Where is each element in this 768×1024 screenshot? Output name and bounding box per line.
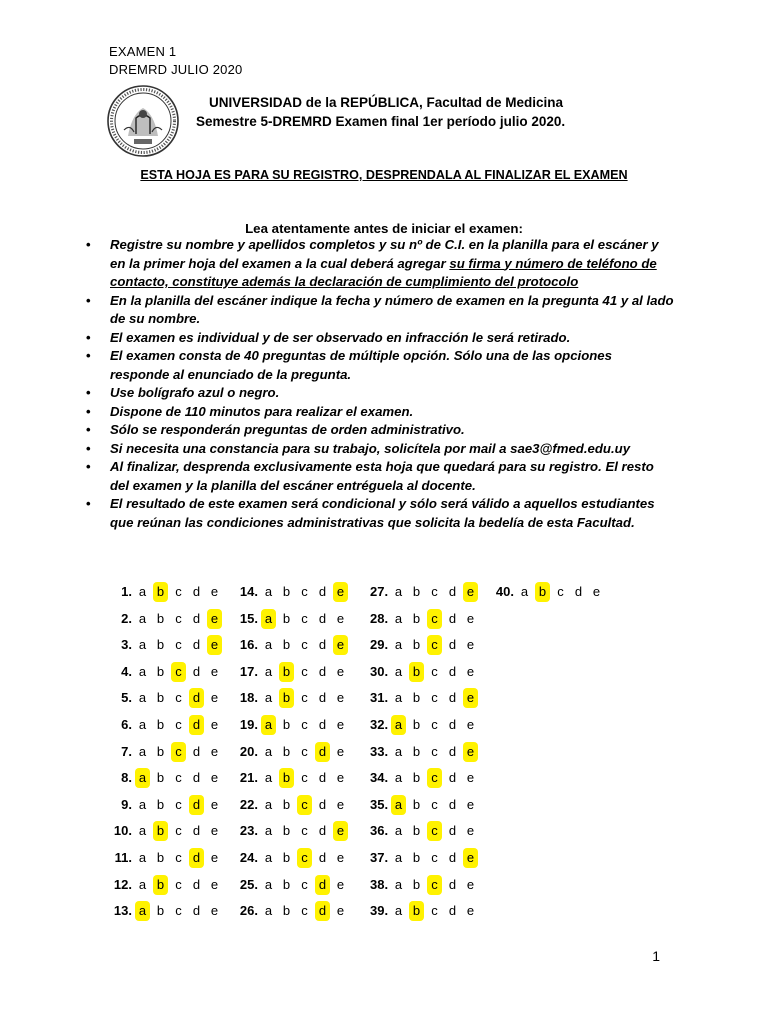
notice-heading: ESTA HOJA ES PARA SU REGISTRO, DESPRENDALA AL FINALIZAR EL EXAMEN xyxy=(140,168,628,182)
answer-option: c xyxy=(301,610,308,626)
instructions-title: Lea atentamente antes de iniciar el examen: xyxy=(245,221,523,236)
question-number: 22. xyxy=(239,796,258,812)
answer-option: a xyxy=(264,663,273,679)
question-number: 6. xyxy=(121,717,132,732)
answer-option: a xyxy=(394,850,403,865)
answer-option: a xyxy=(138,584,147,599)
answer-option-selected: c xyxy=(297,795,312,815)
answer-option-selected: b xyxy=(535,582,550,602)
answer-item xyxy=(238,662,348,682)
answer-item xyxy=(370,662,478,682)
answer-option: e xyxy=(210,876,219,892)
answer-item xyxy=(370,901,478,921)
answer-option: d xyxy=(318,770,327,786)
answer-option: b xyxy=(412,610,421,626)
answer-option: b xyxy=(156,743,165,759)
answer-option: b xyxy=(282,743,291,759)
answer-option: e xyxy=(210,823,219,839)
answer-option: e xyxy=(336,663,345,679)
answer-item xyxy=(108,768,222,788)
question-number: 21. xyxy=(239,770,258,786)
answer-option: b xyxy=(282,903,291,919)
page-number: 1 xyxy=(652,948,660,964)
answer-option: d xyxy=(318,637,327,653)
answer-option: d xyxy=(318,610,327,626)
answer-item xyxy=(494,582,604,602)
answer-option-selected: c xyxy=(427,609,442,629)
answer-option: d xyxy=(192,770,201,786)
answer-option: c xyxy=(301,637,308,653)
answer-option: d xyxy=(448,823,457,839)
answer-option: d xyxy=(448,690,457,706)
answer-option-selected: e xyxy=(207,635,222,655)
question-number: 19. xyxy=(239,717,258,732)
answer-option: a xyxy=(264,876,273,892)
answer-item xyxy=(108,609,222,629)
answer-option: a xyxy=(138,690,147,706)
answer-option: e xyxy=(466,637,475,653)
answer-option: d xyxy=(192,637,201,653)
answer-option: d xyxy=(448,796,457,812)
question-number: 11. xyxy=(114,850,132,865)
answer-option: a xyxy=(138,610,147,626)
answer-option: e xyxy=(466,903,475,919)
question-number: 32. xyxy=(370,717,389,732)
answer-item xyxy=(370,795,478,815)
question-number: 27. xyxy=(370,584,389,599)
answer-option: d xyxy=(192,743,201,759)
answer-option: c xyxy=(431,796,438,812)
answer-option-selected: c xyxy=(427,821,442,841)
answer-option: b xyxy=(412,637,421,653)
answer-item xyxy=(238,901,348,921)
answer-option-selected: b xyxy=(153,582,168,602)
answer-option: c xyxy=(301,823,308,839)
answer-option: e xyxy=(336,796,345,812)
answer-option-selected: a xyxy=(391,715,406,735)
answer-option: e xyxy=(210,717,219,732)
answer-item xyxy=(108,662,222,682)
answer-option: b xyxy=(412,796,421,812)
answer-option: b xyxy=(412,690,421,706)
answer-item xyxy=(238,688,348,708)
answer-option-selected: b xyxy=(153,875,168,895)
answer-option-selected: c xyxy=(171,662,186,682)
instruction-item: • Al finalizar, desprenda exclusivamente esta hoja que quedará para su registro. El resto del examen y la planilla del escáner entréguela al docente. xyxy=(84,458,674,495)
answer-item xyxy=(238,742,348,762)
answer-option-selected: d xyxy=(315,875,330,895)
answer-option: a xyxy=(138,663,147,679)
university-title: UNIVERSIDAD de la REPÚBLICA, Facultad de Medicina xyxy=(209,95,564,110)
answer-option: d xyxy=(318,823,327,839)
answer-option: c xyxy=(431,663,438,679)
answer-item xyxy=(238,609,348,629)
answer-option-selected: c xyxy=(171,742,186,762)
answer-option: d xyxy=(448,743,457,759)
answer-item xyxy=(370,742,478,762)
answer-item xyxy=(238,848,348,868)
answer-option: a xyxy=(138,823,147,839)
answer-option: e xyxy=(466,796,475,812)
answer-option-selected: b xyxy=(153,821,168,841)
answer-item xyxy=(108,821,222,841)
answer-option: e xyxy=(336,770,345,786)
answer-option-selected: d xyxy=(189,715,204,735)
answer-option-selected: c xyxy=(427,875,442,895)
answer-option: b xyxy=(156,690,165,706)
question-number: 34. xyxy=(370,770,389,786)
answer-option: a xyxy=(264,743,273,759)
answer-option: c xyxy=(431,903,438,919)
answer-option: c xyxy=(175,796,182,812)
answer-option-selected: a xyxy=(391,795,406,815)
answer-item xyxy=(370,635,478,655)
answer-option-selected: d xyxy=(189,688,204,708)
answer-option: a xyxy=(138,850,147,865)
answer-item xyxy=(370,582,478,602)
answer-option: e xyxy=(210,743,219,759)
answer-option-selected: e xyxy=(463,742,478,762)
answer-option-selected: a xyxy=(135,901,150,921)
question-number: 31. xyxy=(370,690,389,706)
answer-option: b xyxy=(156,663,165,679)
answer-option: d xyxy=(448,876,457,892)
answer-option: e xyxy=(210,584,219,599)
answer-option: b xyxy=(412,876,421,892)
question-number: 1. xyxy=(121,584,132,599)
question-number: 26. xyxy=(239,903,258,919)
answer-option: b xyxy=(282,717,291,732)
answer-option: b xyxy=(282,796,291,812)
answer-option: d xyxy=(192,610,201,626)
question-number: 14. xyxy=(239,584,258,599)
answer-option: e xyxy=(336,690,345,706)
answer-option: c xyxy=(301,717,308,732)
answer-item xyxy=(108,635,222,655)
answer-option: a xyxy=(394,584,403,599)
answer-option: e xyxy=(336,610,345,626)
answer-option: d xyxy=(448,663,457,679)
answer-item xyxy=(370,768,478,788)
answer-item xyxy=(370,821,478,841)
question-number: 36. xyxy=(370,823,389,839)
question-number: 24. xyxy=(239,850,258,865)
answer-option: d xyxy=(318,850,327,865)
answer-option: d xyxy=(448,850,457,865)
answer-option-selected: b xyxy=(279,768,294,788)
answer-option: c xyxy=(431,690,438,706)
answer-option: a xyxy=(394,876,403,892)
answer-option: c xyxy=(301,903,308,919)
question-number: 29. xyxy=(370,637,389,653)
answer-option: a xyxy=(138,637,147,653)
answer-option: b xyxy=(156,850,165,865)
exam-label: EXAMEN 1 xyxy=(109,44,177,59)
instruction-item: • Registre su nombre y apellidos completos y su nº de C.I. en la planilla para el escáner y en la primer hoja del examen a la cual deberá agregar su firma y número de teléfono de contacto, constituye además la declaración de cumplimiento del protocolo xyxy=(84,236,674,292)
answer-option: c xyxy=(431,717,438,732)
answer-option: b xyxy=(282,610,291,626)
answer-option: b xyxy=(156,717,165,732)
answer-option: a xyxy=(264,584,273,599)
instruction-item: • El resultado de este examen será condicional y sólo será válido a aquellos estudiantes que reúnan las condiciones administrativas que solicita la bedelía de esta Facultad. xyxy=(84,495,674,532)
answer-option: b xyxy=(156,796,165,812)
answer-option: d xyxy=(448,610,457,626)
answer-option: e xyxy=(210,770,219,786)
answer-option: c xyxy=(175,717,182,732)
question-number: 5. xyxy=(121,690,132,706)
question-number: 20. xyxy=(239,743,258,759)
answer-item xyxy=(238,821,348,841)
answer-option: a xyxy=(394,823,403,839)
instructions-list xyxy=(84,236,674,532)
answer-option: e xyxy=(466,876,475,892)
answer-option: a xyxy=(264,903,273,919)
answer-option: b xyxy=(412,823,421,839)
answer-item xyxy=(238,635,348,655)
answer-option-selected: e xyxy=(463,688,478,708)
answer-option: c xyxy=(175,903,182,919)
answer-option: c xyxy=(301,876,308,892)
answer-option: b xyxy=(412,770,421,786)
answer-option: c xyxy=(301,663,308,679)
question-number: 23. xyxy=(239,823,258,839)
answer-option: b xyxy=(282,823,291,839)
answer-option: c xyxy=(175,850,182,865)
answer-option: b xyxy=(412,584,421,599)
answer-option: b xyxy=(282,637,291,653)
answer-option: b xyxy=(412,717,421,732)
answer-option: d xyxy=(318,663,327,679)
answer-item xyxy=(108,901,222,921)
answer-item xyxy=(108,688,222,708)
answer-option-selected: c xyxy=(427,768,442,788)
answer-option-selected: c xyxy=(427,635,442,655)
answer-option: d xyxy=(192,823,201,839)
answer-item xyxy=(108,848,222,868)
answer-option: d xyxy=(192,903,201,919)
answer-option: c xyxy=(175,770,182,786)
answer-option-selected: c xyxy=(297,848,312,868)
question-number: 25. xyxy=(239,876,258,892)
answer-option: e xyxy=(466,717,475,732)
answer-option: a xyxy=(520,584,529,599)
answer-option: d xyxy=(318,690,327,706)
answer-option: c xyxy=(301,584,308,599)
question-number: 13. xyxy=(113,903,132,919)
question-number: 38. xyxy=(370,876,389,892)
answer-option: a xyxy=(264,637,273,653)
exam-session: DREMRD JULIO 2020 xyxy=(109,62,243,77)
question-number: 28. xyxy=(370,610,389,626)
answer-option: a xyxy=(138,796,147,812)
answer-option: a xyxy=(264,770,273,786)
question-number: 10. xyxy=(113,823,132,839)
answer-option: a xyxy=(138,743,147,759)
answer-option: c xyxy=(175,584,182,599)
answer-option: c xyxy=(301,743,308,759)
answer-item xyxy=(238,715,348,735)
answer-option-selected: a xyxy=(261,715,276,735)
answer-option-selected: a xyxy=(135,768,150,788)
answer-option-selected: b xyxy=(409,662,424,682)
answer-item xyxy=(370,688,478,708)
answer-option: a xyxy=(394,743,403,759)
answer-item xyxy=(108,742,222,762)
answer-option: e xyxy=(466,770,475,786)
answer-option: e xyxy=(336,876,345,892)
answer-item xyxy=(238,875,348,895)
answer-option: e xyxy=(210,796,219,812)
answer-option: e xyxy=(210,690,219,706)
answer-option: e xyxy=(466,610,475,626)
answer-option: c xyxy=(175,610,182,626)
question-number: 33. xyxy=(370,743,389,759)
answer-option: b xyxy=(412,850,421,865)
answer-option: e xyxy=(210,850,219,865)
question-number: 16. xyxy=(239,637,258,653)
answer-item xyxy=(108,715,222,735)
answer-option: e xyxy=(336,717,345,732)
answer-option: d xyxy=(318,796,327,812)
answer-option: e xyxy=(336,743,345,759)
answer-item xyxy=(108,582,222,602)
answer-option-selected: e xyxy=(463,582,478,602)
answer-option: e xyxy=(210,903,219,919)
question-number: 35. xyxy=(370,796,389,812)
answer-option-selected: a xyxy=(261,609,276,629)
answer-option: a xyxy=(394,903,403,919)
answer-option: a xyxy=(264,850,273,865)
question-number: 30. xyxy=(370,663,389,679)
answer-option: d xyxy=(448,584,457,599)
answer-item xyxy=(370,875,478,895)
answer-option: b xyxy=(282,584,291,599)
answer-option: e xyxy=(466,663,475,679)
instruction-item: • El examen consta de 40 preguntas de múltiple opción. Sólo una de las opciones responde al enunciado de la pregunta. xyxy=(84,347,674,384)
question-number: 18. xyxy=(239,690,258,706)
question-number: 9. xyxy=(121,796,132,812)
answer-option: e xyxy=(336,903,345,919)
answer-option: e xyxy=(336,850,345,865)
answer-item xyxy=(370,609,478,629)
question-number: 15. xyxy=(239,610,258,626)
answer-option: c xyxy=(175,690,182,706)
answer-option: a xyxy=(138,717,147,732)
instruction-item: • Use bolígrafo azul o negro. xyxy=(84,384,674,403)
answer-option: c xyxy=(431,584,438,599)
answer-option-selected: d xyxy=(189,795,204,815)
answer-option: a xyxy=(394,770,403,786)
university-seal-icon xyxy=(106,84,180,158)
answer-option: a xyxy=(264,796,273,812)
answer-item xyxy=(108,875,222,895)
answer-option: a xyxy=(394,690,403,706)
question-number: 17. xyxy=(239,663,258,679)
instruction-item: • Sólo se responderán preguntas de orden administrativo. xyxy=(84,421,674,440)
answer-option-selected: d xyxy=(315,901,330,921)
answer-option: d xyxy=(448,770,457,786)
answer-option: b xyxy=(156,610,165,626)
answer-option: d xyxy=(448,717,457,732)
answer-item xyxy=(238,582,348,602)
instruction-item: • Si necesita una constancia para su trabajo, solicítela por mail a sae3@fmed.edu.uy xyxy=(84,440,674,459)
answer-option: a xyxy=(394,637,403,653)
instruction-item: • Dispone de 110 minutos para realizar el examen. xyxy=(84,403,674,422)
question-number: 40. xyxy=(495,584,514,599)
answer-option: b xyxy=(282,850,291,865)
answer-option-selected: e xyxy=(463,848,478,868)
question-number: 3. xyxy=(121,637,132,653)
question-number: 2. xyxy=(121,610,132,626)
question-number: 4. xyxy=(121,663,132,679)
instruction-item: • En la planilla del escáner indique la fecha y número de examen en la pregunta 41 y al lado de su nombre. xyxy=(84,292,674,329)
answer-option: c xyxy=(301,770,308,786)
answer-item xyxy=(370,848,478,868)
answer-option-selected: b xyxy=(409,901,424,921)
answer-option: d xyxy=(448,637,457,653)
answer-option-selected: e xyxy=(333,635,348,655)
answer-option: e xyxy=(592,584,601,599)
answer-option: d xyxy=(574,584,583,599)
answer-item xyxy=(238,768,348,788)
question-number: 7. xyxy=(121,743,132,759)
answer-option: d xyxy=(192,663,201,679)
instruction-item: • El examen es individual y de ser observado en infracción le será retirado. xyxy=(84,329,674,348)
answer-option: d xyxy=(192,584,201,599)
answer-option: c xyxy=(431,850,438,865)
answer-option: c xyxy=(175,637,182,653)
answer-option: c xyxy=(431,743,438,759)
answer-option: d xyxy=(448,903,457,919)
answer-option: a xyxy=(264,823,273,839)
question-number: 39. xyxy=(370,903,389,919)
answer-option-selected: b xyxy=(279,662,294,682)
answer-item xyxy=(370,715,478,735)
answer-option-selected: e xyxy=(333,582,348,602)
answer-option: b xyxy=(156,770,165,786)
question-number: 37. xyxy=(370,850,389,865)
answer-option: a xyxy=(394,610,403,626)
answer-option: e xyxy=(210,663,219,679)
answer-option: b xyxy=(156,637,165,653)
answer-option: c xyxy=(301,690,308,706)
answer-item xyxy=(238,795,348,815)
answer-option: b xyxy=(282,876,291,892)
answer-option-selected: e xyxy=(207,609,222,629)
answer-option: b xyxy=(412,743,421,759)
semester-title: Semestre 5-DREMRD Examen final 1er período julio 2020. xyxy=(196,114,566,129)
answer-option: c xyxy=(175,876,182,892)
answer-item xyxy=(108,795,222,815)
answer-option: a xyxy=(264,690,273,706)
answer-option: d xyxy=(192,876,201,892)
answer-option: c xyxy=(557,584,564,599)
answer-option: d xyxy=(318,717,327,732)
answer-option: e xyxy=(466,823,475,839)
answer-option-selected: d xyxy=(315,742,330,762)
question-number: 12. xyxy=(113,876,132,892)
answer-option-selected: b xyxy=(279,688,294,708)
answer-option-selected: e xyxy=(333,821,348,841)
answer-option: d xyxy=(318,584,327,599)
answer-option: a xyxy=(138,876,147,892)
answer-option: a xyxy=(394,663,403,679)
answer-option: b xyxy=(156,903,165,919)
question-number: 8. xyxy=(121,770,132,786)
answer-option: c xyxy=(175,823,182,839)
answer-option-selected: d xyxy=(189,848,204,868)
